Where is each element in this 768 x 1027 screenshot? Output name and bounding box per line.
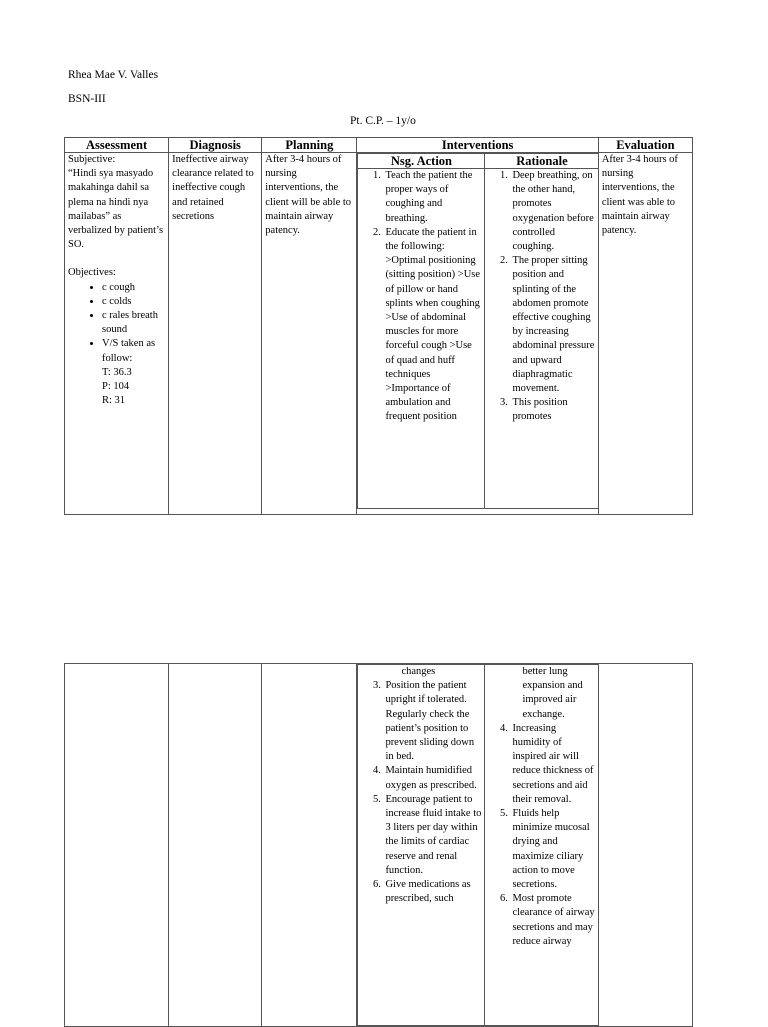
header-rationale: Rationale bbox=[485, 154, 599, 169]
rationale-cell bbox=[485, 169, 599, 509]
list-item: 3. Position the patient upright if tolerated. Regularly check the patient’s position to prevent sliding down in bed. bbox=[383, 679, 481, 764]
diagnosis-cell-continued bbox=[169, 664, 262, 1027]
list-item: 6. Give medications as prescribed, such bbox=[383, 878, 481, 906]
list-item: 1. Teach the patient the proper ways of coughing and breathing. bbox=[383, 169, 481, 226]
list-item: 5. Fluids help minimize mucosal drying and maximize ciliary action to move secretions. bbox=[510, 807, 595, 892]
list-item: 3. This position promotes bbox=[510, 396, 595, 424]
nsg-action-cell-continued bbox=[358, 665, 485, 1026]
course-label: BSN-III bbox=[68, 93, 106, 105]
patient-label: Pt. C.P. – 1y/o bbox=[350, 115, 416, 127]
vitals-intro: V/S taken as follow: bbox=[102, 338, 156, 364]
header-interventions: Interventions bbox=[357, 138, 598, 153]
nsg-action-list bbox=[361, 169, 481, 425]
interventions-cell-continued bbox=[357, 664, 598, 1027]
header-planning: Planning bbox=[262, 138, 357, 153]
header-diagnosis: Diagnosis bbox=[169, 138, 262, 153]
objectives-label: Objectives: bbox=[68, 267, 116, 279]
planning-cell-continued bbox=[262, 664, 357, 1027]
nsg-continued-text: changes bbox=[401, 666, 436, 677]
objectives-list bbox=[68, 281, 165, 409]
diagnosis-cell: Ineffective airway clearance related to ineffective cough and retained secretions bbox=[169, 153, 262, 515]
list-item: • c colds bbox=[102, 295, 165, 309]
student-name: Rhea Mae V. Valles bbox=[68, 69, 159, 81]
list-item: 2. Educate the patient in the following: >Optimal positioning (sitting position) >Use of pillow or hand splints when coughing >Use of abdominal muscles for more forceful cough >Use of quad and huff techniques >Importance of ambulation and frequent position bbox=[383, 226, 481, 425]
planning-cell: After 3-4 hours of nursing interventions, the client will be able to maintain airway patency. bbox=[262, 153, 357, 515]
subjective-text: “Hindi sya masyado makahinga dahil sa plema na hindi nya mailabas” as verbalized by patient’s SO. bbox=[68, 168, 164, 251]
subjective-label: Subjective: bbox=[68, 154, 116, 165]
nsg-action-list-continued bbox=[361, 679, 481, 906]
assessment-cell bbox=[65, 153, 169, 515]
list-item: 2. The proper sitting position and splinting of the abdomen promote effective coughing by increasing abdominal pressure and upward diaphragmatic movement. bbox=[510, 254, 595, 396]
list-item: • c cough bbox=[102, 281, 165, 295]
nsg-action-cell bbox=[358, 169, 485, 509]
interventions-subtable-continued bbox=[357, 664, 599, 1026]
care-plan-table-page2 bbox=[64, 663, 693, 1027]
list-item: 4. Increasing humidity of inspired air will reduce thickness of secretions and aid their removal. bbox=[510, 722, 595, 807]
rationale-list-continued bbox=[488, 722, 595, 949]
rationale-cell-continued bbox=[485, 665, 599, 1026]
evaluation-cell: After 3-4 hours of nursing interventions, the client was able to maintain airway patency. bbox=[598, 153, 692, 515]
list-item: 5. Encourage patient to increase fluid intake to 3 liters per day within the limits of cardiac reserve and renal function. bbox=[383, 793, 481, 878]
interventions-subtable bbox=[357, 153, 599, 509]
list-item: • c rales breath sound bbox=[102, 309, 165, 337]
rationale-list bbox=[488, 169, 595, 425]
list-item: 6. Most promote clearance of airway secretions and may reduce airway bbox=[510, 892, 595, 949]
header-evaluation: Evaluation bbox=[598, 138, 692, 153]
header-assessment: Assessment bbox=[65, 138, 169, 153]
list-item: 1. Deep breathing, on the other hand, promotes oxygenation before controlled coughing. bbox=[510, 169, 595, 254]
vital-temperature: T: 36.3 bbox=[102, 366, 132, 378]
interventions-cell bbox=[357, 153, 598, 515]
vital-respiration: R: 31 bbox=[102, 395, 126, 407]
evaluation-cell-continued bbox=[598, 664, 692, 1027]
list-item bbox=[102, 337, 165, 408]
assessment-cell-continued bbox=[65, 664, 169, 1027]
vital-pulse: P: 104 bbox=[102, 381, 130, 393]
list-item: 4. Maintain humidified oxygen as prescribed. bbox=[383, 764, 481, 792]
care-plan-table-page1 bbox=[64, 137, 693, 515]
header-nsg-action: Nsg. Action bbox=[358, 154, 485, 169]
rationale-continued-text: better lung expansion and improved air exchange. bbox=[522, 666, 583, 720]
